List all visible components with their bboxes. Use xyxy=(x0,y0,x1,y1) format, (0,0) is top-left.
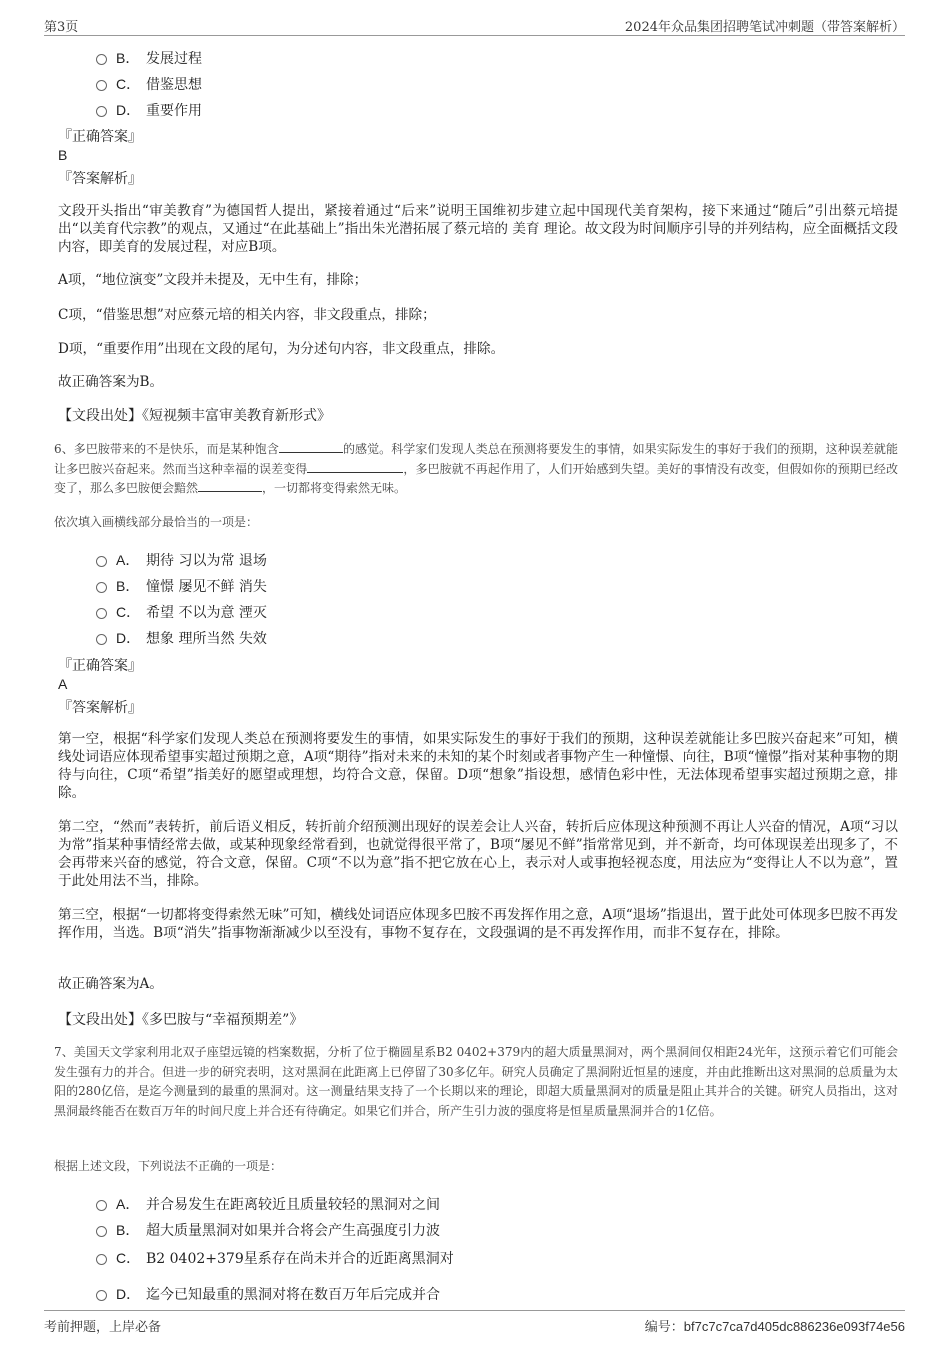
radio-icon[interactable] xyxy=(96,1290,107,1301)
option-key: B． xyxy=(116,50,140,66)
q6-correct-label: 『正确答案』 xyxy=(58,658,142,674)
q6-instruction: 依次填入画横线部分最恰当的一项是： xyxy=(54,515,259,529)
option-key: C． xyxy=(116,604,141,620)
radio-icon[interactable] xyxy=(96,634,107,645)
radio-icon[interactable] xyxy=(96,1254,107,1265)
radio-icon[interactable] xyxy=(96,608,107,619)
q7-option-a[interactable] xyxy=(96,1194,440,1214)
q5-option-b[interactable] xyxy=(96,48,202,68)
q7-option-c[interactable] xyxy=(96,1248,454,1268)
option-key: A． xyxy=(116,1196,140,1212)
q5-analysis-para: D项，“重要作用”出现在文段的尾句，为分述句内容，非文段重点，排除。 xyxy=(58,341,505,357)
q5-option-c[interactable] xyxy=(96,74,202,94)
q5-option-d[interactable] xyxy=(96,100,202,120)
option-text: 超大质量黑洞对如果并合将会产生高强度引力波 xyxy=(146,1223,440,1239)
option-text: 重要作用 xyxy=(146,103,202,119)
option-text: 迄今已知最重的黑洞对将在数百万年后完成并合 xyxy=(146,1287,440,1303)
option-text: 期待 习以为常 退场 xyxy=(146,553,267,569)
q7-stem: 7、美国天文学家利用北双子座望远镜的档案数据，分析了位于椭圆星系B2 0402+379内的超大质量黑洞对，两个黑洞间仅相距24光年，这预示着它们可能会发生强有力的并合。但进一步的研究表明，这对黑洞在此距离上已停留了30多亿年。研究人员确定了黑洞附近恒星的速度，并由此推断出这对黑洞的总质量为太阳的280亿倍，是迄今测量到的最重的黑洞对。这一测量结果支持了一个长期以来的理论，即超大质量黑洞对的质量是阻止其并合的关键。研究人员指出，这对黑洞最终能否在数百万年的时间尺度上并合还有待确定。如果它们并合，所产生引力波的强度将是恒星质量黑洞并合的1亿倍。 xyxy=(54,1045,898,1118)
option-key: A． xyxy=(116,552,140,568)
q7-instruction: 根据上述文段，下列说法不正确的一项是： xyxy=(54,1159,283,1173)
option-key: D． xyxy=(116,1286,141,1302)
radio-icon[interactable] xyxy=(96,54,107,65)
blank-line[interactable] xyxy=(279,440,343,453)
radio-icon[interactable] xyxy=(96,582,107,593)
blank-line[interactable] xyxy=(198,479,262,492)
radio-icon[interactable] xyxy=(96,1226,107,1237)
option-key: B． xyxy=(116,578,140,594)
radio-icon[interactable] xyxy=(96,1200,107,1211)
q6-source: 【文段出处】《多巴胺与“幸福预期差”》 xyxy=(58,1012,304,1028)
header-divider xyxy=(44,35,905,36)
page-number: 第3页 xyxy=(44,20,79,35)
page-header xyxy=(0,0,950,38)
document-title: 2024年众品集团招聘笔试冲刺题（带答案解析） xyxy=(624,20,905,35)
option-key: D． xyxy=(116,630,141,646)
radio-icon[interactable] xyxy=(96,106,107,117)
option-text: 憧憬 屡见不鲜 消失 xyxy=(146,579,267,595)
option-key: B． xyxy=(116,1222,140,1238)
code-label: 编号： xyxy=(644,1320,684,1335)
radio-icon[interactable] xyxy=(96,556,107,567)
q5-correct-label: 『正确答案』 xyxy=(58,129,142,145)
q6-analysis-label: 『答案解析』 xyxy=(58,700,142,716)
q5-analysis-para: 故正确答案为B。 xyxy=(58,374,164,390)
q5-correct-value: B xyxy=(58,147,68,163)
q6-option-c[interactable] xyxy=(96,602,267,622)
page-footer xyxy=(0,1306,950,1345)
blank-line[interactable] xyxy=(307,460,403,473)
option-text: 发展过程 xyxy=(146,51,202,67)
footer-code xyxy=(645,1316,905,1335)
footer-divider xyxy=(44,1310,905,1311)
radio-icon[interactable] xyxy=(96,80,107,91)
option-text: 想象 理所当然 失效 xyxy=(146,631,267,647)
q6-option-b[interactable] xyxy=(96,576,267,596)
q6-option-a[interactable] xyxy=(96,550,267,570)
option-key: C． xyxy=(116,76,141,92)
option-text: 借鉴思想 xyxy=(146,77,202,93)
q7-option-d[interactable] xyxy=(96,1284,440,1304)
q6-analysis-para: 第一空，根据“科学家们发现人类总在预测将要发生的事情，如果实际发生的事好于我们的预期，这种误差就能让多巴胺兴奋起来”可知，横线处词语应体现希望事实超过预期之意，A项“期待”指对未来的未知的某个时刻或者事物产生一种憧憬、向往，B项“憧憬”指对某种事物的期待与向往，C项“希望”指美好的愿望或理想，均符合文意，保留。D项“想象”指设想，感情色彩中性，无法体现希望事实超过预期之意，排除。 xyxy=(58,731,898,801)
option-text: B2 0402+379星系存在尚未并合的近距离黑洞对 xyxy=(146,1251,454,1267)
q7-option-b[interactable] xyxy=(96,1220,440,1240)
q6-analysis-para: 故正确答案为A。 xyxy=(58,976,163,992)
q5-analysis-para: C项，“借鉴思想”对应蔡元培的相关内容，非文段重点，排除； xyxy=(58,307,436,323)
code-value: bf7c7c7ca7d405dc886236e093f74e56 xyxy=(683,1319,905,1334)
option-text: 并合易发生在距离较近且质量较轻的黑洞对之间 xyxy=(146,1197,440,1213)
q5-source: 【文段出处】《短视频丰富审美教育新形式》 xyxy=(58,408,331,424)
q6-analysis-para: 第三空，根据“一切都将变得索然无味”可知，横线处词语应体现多巴胺不再发挥作用之意，A项“退场”指退出，置于此处可体现多巴胺不再发挥作用，当选。B项“消失”指事物渐渐减少以至没有，事物不复存在，文段强调的是不再发挥作用，而非不复存在，排除。 xyxy=(58,907,898,941)
q6-analysis-para: 第二空，“然而”表转折，前后语义相反，转折前介绍预测出现好的误差会让人兴奋，转折后应体现这种预测不再让人兴奋的情况，A项“习以为常”指某种事情经常去做，或某种现象经常看到，也就觉得很平常了，B项“屡见不鲜”指常常见到，并不新奇，均可体现误差出现多了，不会再带来兴奋的感觉，符合文意，保留。C项“不以为意”指不把它放在心上，表示对人或事抱轻视态度，用法应为“变得让人不以为意”，置于此处用法不当，排除。 xyxy=(58,819,898,889)
option-text: 希望 不以为意 湮灭 xyxy=(146,605,267,621)
option-key: D． xyxy=(116,102,141,118)
q6-stem: 6、多巴胺带来的不是快乐，而是某种饱含 的感觉。科学家们发现人类总在预测将要发生的事情，如果实际发生的事好于我们的预期，这种误差就能让多巴胺兴奋起来。然而当这种幸福的误差变得 ，多巴胺就不再起作用了，人们开始感到失望。美好的事情没有改变，但假如你的预期已经改变了，那么多巴胺便会黯然 ，一切都将变得索然无味。 xyxy=(54,442,898,495)
q5-analysis-label: 『答案解析』 xyxy=(58,171,142,187)
q6-correct-value: A xyxy=(58,676,68,692)
q6-option-d[interactable] xyxy=(96,628,267,648)
option-key: C． xyxy=(116,1250,141,1266)
q5-analysis-para: A项，“地位演变”文段并未提及，无中生有，排除； xyxy=(58,272,368,288)
q5-analysis-para: 文段开头指出“审美教育”为德国哲人提出，紧接着通过“后来”说明王国维初步建立起中国现代美育架构，接下来通过“随后”引出蔡元培提出“以美育代宗教”的观点，又通过“在此基础上”指出朱光潜拓展了蔡元培的 美育 理论。故文段为时间顺序引导的并列结构，应全面概括文段内容，即美育的发展过程，对应B项。 xyxy=(58,203,898,255)
footer-slogan: 考前押题，上岸必备 xyxy=(44,1320,162,1335)
